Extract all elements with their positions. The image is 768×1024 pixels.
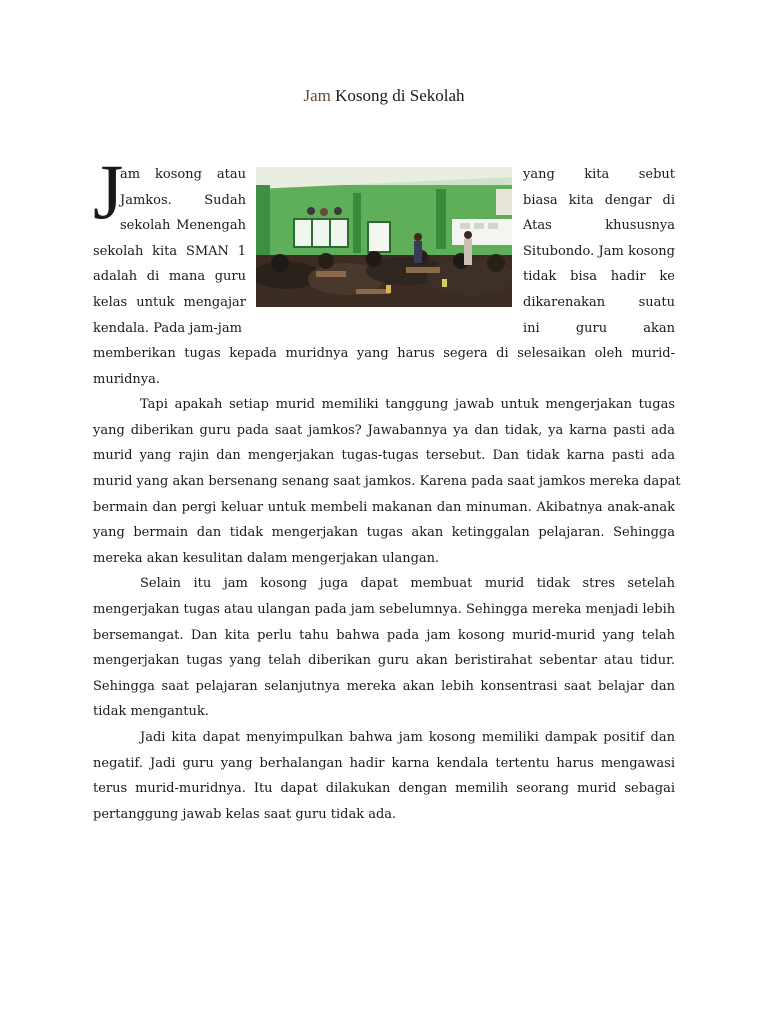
text-line: Sehingga saat pelajaran selanjutnya mereka akan lebih konsentrasi saat belajar dan	[93, 678, 675, 694]
text-line: biasa kita dengar di	[523, 192, 675, 208]
text-line: Jamkos. Sudah	[120, 192, 246, 208]
text-line: yang kita sebut	[523, 167, 675, 182]
text-line: sekolah kita SMAN 1	[93, 243, 246, 259]
body-text	[93, 341, 681, 827]
text-line: tidak bisa hadir ke	[523, 269, 675, 285]
text-line: Situbondo. Jam kosong	[523, 243, 675, 259]
text-line: negatif. Jadi guru yang berhalangan hadir karna kendala tertentu harus mengawasi	[93, 755, 675, 771]
text-line: bersemangat. Dan kita perlu tahu bahwa pada jam kosong murid-murid yang telah	[93, 627, 675, 643]
title-first-word: Jam	[303, 86, 331, 105]
text-line: bermain dan pergi keluar untuk membeli makanan dan minuman. Akibatnya anak-anak	[93, 499, 675, 515]
text-line: pertanggung jawab kelas saat guru tidak ada.	[93, 806, 397, 822]
text-line: adalah di mana guru	[93, 269, 246, 285]
drop-cap: J	[93, 148, 124, 235]
text-line: Jadi kita dapat menyimpulkan bahwa jam kosong memiliki dampak positif dan	[140, 729, 675, 745]
text-line: sekolah Menengah	[120, 218, 246, 234]
text-line: mengerjakan tugas atau ulangan pada jam sebelumnya. Sehingga mereka menjadi lebih	[93, 601, 676, 617]
text-line: memberikan tugas kepada muridnya yang harus segera di selesaikan oleh murid-	[93, 346, 675, 361]
text-line: Selain itu jam kosong juga dapat membuat murid tidak stres setelah	[140, 576, 675, 592]
title-rest: Kosong di Sekolah	[330, 86, 465, 105]
text-line: yang bermain dan tidak mengerjakan tugas akan ketinggalan pelajaran. Sehingga	[93, 525, 675, 541]
text-line: yang diberikan guru pada saat jamkos? Jawabannya ya dan tidak, ya karna pasti ada	[93, 422, 675, 438]
wrap-right-column	[523, 162, 675, 341]
text-line: kendala. Pada jam-jam	[93, 320, 242, 336]
text-line: murid yang rajin dan mengerjakan tugas-tugas tersebut. Dan tidak karna pasti ada	[93, 448, 675, 464]
text-line: Atas khususnya	[523, 218, 675, 234]
text-line: murid yang akan bersenang senang saat jamkos. Karena pada saat jamkos mereka dapat	[93, 473, 681, 489]
page-title	[0, 86, 768, 106]
text-line: muridnya.	[93, 371, 160, 387]
text-line: dikarenakan suatu	[523, 294, 675, 310]
text-line: Tapi apakah setiap murid memiliki tanggung jawab untuk mengerjakan tugas	[140, 397, 675, 413]
wrap-left-column	[93, 162, 246, 341]
text-line: tidak mengantuk.	[93, 704, 209, 720]
text-line: terus murid-muridnya. Itu dapat dilakukan dengan memilih seorang murid sebagai	[93, 781, 675, 797]
text-line: kelas untuk mengajar	[93, 294, 246, 310]
classroom-photo	[256, 167, 512, 307]
text-line: mereka akan kesulitan dalam mengerjakan ulangan.	[93, 550, 440, 566]
text-line: ini guru akan	[523, 320, 675, 336]
text-line: am kosong atau	[120, 167, 246, 182]
text-line: mengerjakan tugas yang telah diberikan guru akan beristirahat sebentar atau tidur.	[93, 653, 675, 669]
